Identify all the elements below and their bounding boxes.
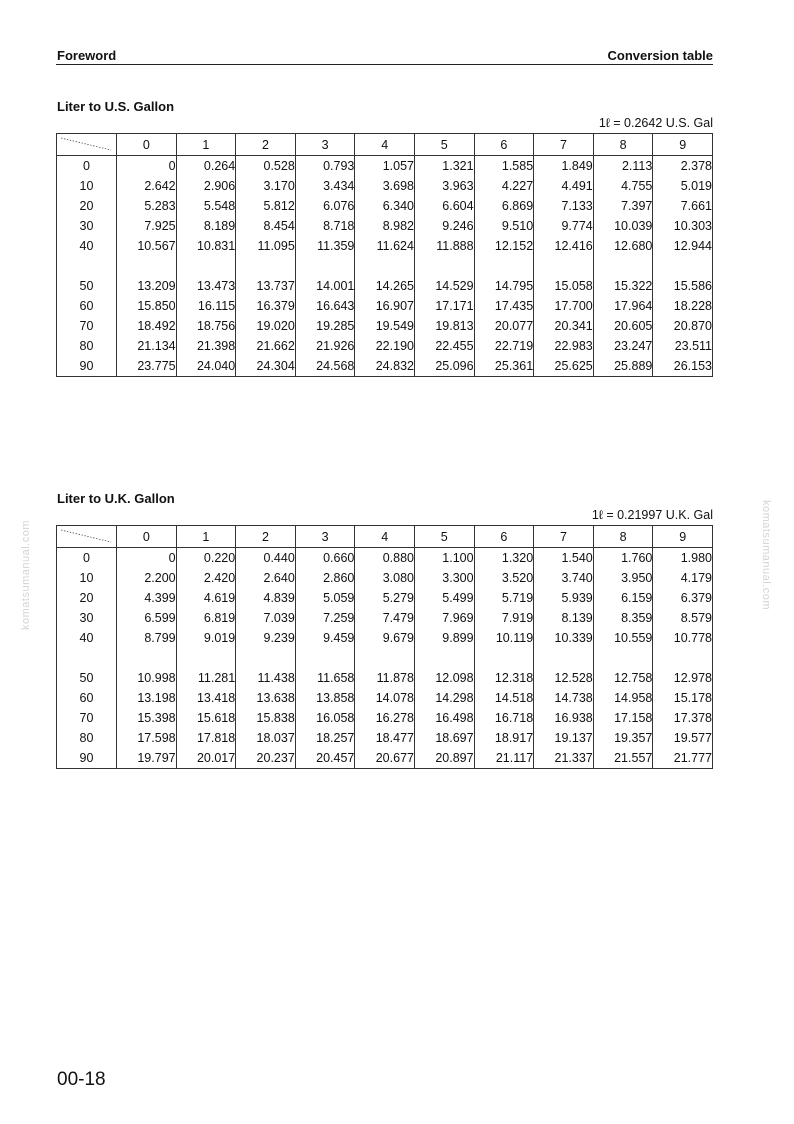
table-cell: 0.528	[236, 156, 296, 177]
table-cell: 14.001	[295, 276, 355, 296]
table-row	[57, 688, 713, 708]
table-cell: 15.586	[653, 276, 713, 296]
table-row	[57, 176, 713, 196]
table-cell: 1.585	[474, 156, 534, 177]
table-corner-cell	[57, 134, 117, 156]
table-cell: 9.019	[176, 628, 236, 648]
table-cell: 12.680	[593, 236, 653, 256]
table-cell: 6.819	[176, 608, 236, 628]
table-cell: 13.858	[295, 688, 355, 708]
table-cell: 5.812	[236, 196, 296, 216]
table-cell: 16.718	[474, 708, 534, 728]
table-cell: 0.660	[295, 548, 355, 569]
table-cell: 14.529	[414, 276, 474, 296]
row-header: 50	[57, 276, 117, 296]
table-cell: 17.818	[176, 728, 236, 748]
table-cell: 4.491	[534, 176, 594, 196]
table-cell: 10.339	[534, 628, 594, 648]
table-cell: 15.618	[176, 708, 236, 728]
row-header: 70	[57, 708, 117, 728]
table-cell: 18.228	[653, 296, 713, 316]
table-cell: 20.677	[355, 748, 415, 769]
table-cell: 2.642	[117, 176, 177, 196]
table-cell: 16.278	[355, 708, 415, 728]
table-cell: 3.740	[534, 568, 594, 588]
column-header: 1	[176, 134, 236, 156]
column-header: 8	[593, 526, 653, 548]
table-cell: 13.418	[176, 688, 236, 708]
table-cell: 19.813	[414, 316, 474, 336]
table-cell: 11.281	[176, 668, 236, 688]
table-cell: 17.378	[653, 708, 713, 728]
table-row	[57, 336, 713, 356]
uk-gallon-title: Liter to U.K. Gallon	[57, 491, 175, 506]
table-cell: 11.438	[236, 668, 296, 688]
table-cell: 16.907	[355, 296, 415, 316]
table-cell: 13.473	[176, 276, 236, 296]
table-cell: 11.888	[414, 236, 474, 256]
table-row	[57, 236, 713, 256]
table-cell: 6.869	[474, 196, 534, 216]
row-header: 0	[57, 156, 117, 177]
table-cell: 3.520	[474, 568, 534, 588]
table-cell: 0	[117, 156, 177, 177]
table-row	[57, 608, 713, 628]
table-cell: 20.870	[653, 316, 713, 336]
table-cell: 12.944	[653, 236, 713, 256]
table-cell: 10.998	[117, 668, 177, 688]
table-cell: 14.795	[474, 276, 534, 296]
row-header: 10	[57, 176, 117, 196]
table-cell: 9.459	[295, 628, 355, 648]
table-cell: 15.178	[653, 688, 713, 708]
table-row	[57, 276, 713, 296]
table-cell: 25.361	[474, 356, 534, 377]
table-cell: 6.379	[653, 588, 713, 608]
table-cell: 15.850	[117, 296, 177, 316]
table-cell: 12.978	[653, 668, 713, 688]
table-cell: 17.598	[117, 728, 177, 748]
table-cell: 19.285	[295, 316, 355, 336]
row-header: 60	[57, 296, 117, 316]
table-cell: 20.017	[176, 748, 236, 769]
table-cell: 7.039	[236, 608, 296, 628]
table-cell: 20.341	[534, 316, 594, 336]
table-row	[57, 588, 713, 608]
table-cell: 2.640	[236, 568, 296, 588]
table-cell: 18.477	[355, 728, 415, 748]
column-header: 2	[236, 134, 296, 156]
watermark-left: komatsumanual.com	[20, 520, 32, 630]
table-cell: 4.399	[117, 588, 177, 608]
table-cell: 12.528	[534, 668, 594, 688]
row-spacer	[57, 256, 713, 276]
row-header: 80	[57, 728, 117, 748]
column-header: 1	[176, 526, 236, 548]
table-cell: 13.198	[117, 688, 177, 708]
table-cell: 5.499	[414, 588, 474, 608]
column-header: 9	[653, 526, 713, 548]
column-header: 7	[534, 134, 594, 156]
table-cell: 2.113	[593, 156, 653, 177]
diagonal-divider-icon	[59, 136, 115, 153]
table-cell: 7.259	[295, 608, 355, 628]
table-cell: 10.303	[653, 216, 713, 236]
table-cell: 12.416	[534, 236, 594, 256]
row-header: 30	[57, 608, 117, 628]
table-cell: 25.625	[534, 356, 594, 377]
column-header: 9	[653, 134, 713, 156]
table-cell: 9.899	[414, 628, 474, 648]
table-cell: 19.020	[236, 316, 296, 336]
header-section-title: Foreword	[57, 48, 117, 63]
table-cell: 6.340	[355, 196, 415, 216]
table-row	[57, 628, 713, 648]
table-cell: 22.719	[474, 336, 534, 356]
table-cell: 21.117	[474, 748, 534, 769]
table-cell: 9.246	[414, 216, 474, 236]
table-cell: 17.435	[474, 296, 534, 316]
column-header: 7	[534, 526, 594, 548]
table-row	[57, 156, 713, 177]
table-cell: 5.059	[295, 588, 355, 608]
table-cell: 0.793	[295, 156, 355, 177]
table-cell: 2.906	[176, 176, 236, 196]
table-row	[57, 728, 713, 748]
column-header: 0	[117, 134, 177, 156]
us-gallon-table	[56, 133, 713, 377]
table-cell: 21.926	[295, 336, 355, 356]
table-cell: 1.760	[593, 548, 653, 569]
table-cell: 7.969	[414, 608, 474, 628]
table-cell: 17.964	[593, 296, 653, 316]
row-header: 90	[57, 748, 117, 769]
header-page-title: Conversion table	[607, 48, 713, 63]
table-cell: 3.080	[355, 568, 415, 588]
table-cell: 4.179	[653, 568, 713, 588]
table-cell: 24.568	[295, 356, 355, 377]
table-cell: 17.158	[593, 708, 653, 728]
table-cell: 3.963	[414, 176, 474, 196]
table-cell: 12.098	[414, 668, 474, 688]
table-cell: 18.037	[236, 728, 296, 748]
table-cell: 17.700	[534, 296, 594, 316]
table-cell: 14.518	[474, 688, 534, 708]
table-cell: 9.774	[534, 216, 594, 236]
table-cell: 14.958	[593, 688, 653, 708]
table-cell: 23.775	[117, 356, 177, 377]
table-cell: 26.153	[653, 356, 713, 377]
table-row	[57, 316, 713, 336]
table-cell: 10.567	[117, 236, 177, 256]
table-cell: 9.679	[355, 628, 415, 648]
table-cell: 4.755	[593, 176, 653, 196]
table-cell: 9.239	[236, 628, 296, 648]
table-cell: 0.880	[355, 548, 415, 569]
table-cell: 18.756	[176, 316, 236, 336]
table-cell: 8.799	[117, 628, 177, 648]
diagonal-divider-icon	[59, 528, 115, 545]
table-cell: 10.039	[593, 216, 653, 236]
table-cell: 3.434	[295, 176, 355, 196]
table-cell: 18.697	[414, 728, 474, 748]
row-header: 60	[57, 688, 117, 708]
table-cell: 11.095	[236, 236, 296, 256]
table-cell: 19.577	[653, 728, 713, 748]
table-cell: 0.220	[176, 548, 236, 569]
table-cell: 7.479	[355, 608, 415, 628]
column-header: 6	[474, 526, 534, 548]
table-cell: 8.139	[534, 608, 594, 628]
page-number: 00-18	[57, 1069, 106, 1090]
table-cell: 11.359	[295, 236, 355, 256]
table-cell: 15.838	[236, 708, 296, 728]
table-cell: 15.322	[593, 276, 653, 296]
table-cell: 0.264	[176, 156, 236, 177]
table-cell: 22.455	[414, 336, 474, 356]
table-cell: 17.171	[414, 296, 474, 316]
table-cell: 1.100	[414, 548, 474, 569]
table-cell: 4.227	[474, 176, 534, 196]
watermark-right: komatsumanual.com	[760, 500, 772, 610]
table-cell: 0	[117, 548, 177, 569]
table-cell: 6.159	[593, 588, 653, 608]
row-header: 40	[57, 236, 117, 256]
table-cell: 2.200	[117, 568, 177, 588]
table-cell: 7.919	[474, 608, 534, 628]
table-cell: 15.398	[117, 708, 177, 728]
row-header: 90	[57, 356, 117, 377]
table-cell: 21.662	[236, 336, 296, 356]
table-cell: 24.832	[355, 356, 415, 377]
table-cell: 1.540	[534, 548, 594, 569]
table-cell: 7.661	[653, 196, 713, 216]
table-cell: 19.797	[117, 748, 177, 769]
table-cell: 18.917	[474, 728, 534, 748]
table-cell: 7.397	[593, 196, 653, 216]
table-header-row	[57, 526, 713, 548]
table-cell: 13.638	[236, 688, 296, 708]
table-cell: 4.619	[176, 588, 236, 608]
row-header: 20	[57, 196, 117, 216]
table-cell: 8.718	[295, 216, 355, 236]
table-cell: 20.605	[593, 316, 653, 336]
table-cell: 3.950	[593, 568, 653, 588]
table-cell: 22.190	[355, 336, 415, 356]
table-cell: 20.237	[236, 748, 296, 769]
table-row	[57, 708, 713, 728]
table-cell: 12.758	[593, 668, 653, 688]
table-cell: 12.318	[474, 668, 534, 688]
table-cell: 3.300	[414, 568, 474, 588]
row-spacer	[57, 648, 713, 668]
table-cell: 13.737	[236, 276, 296, 296]
row-header: 50	[57, 668, 117, 688]
table-row	[57, 668, 713, 688]
column-header: 6	[474, 134, 534, 156]
table-cell: 21.557	[593, 748, 653, 769]
table-cell: 1.057	[355, 156, 415, 177]
table-cell: 8.579	[653, 608, 713, 628]
column-header: 5	[414, 526, 474, 548]
table-cell: 14.078	[355, 688, 415, 708]
table-cell: 21.398	[176, 336, 236, 356]
table-cell: 7.925	[117, 216, 177, 236]
table-cell: 11.878	[355, 668, 415, 688]
row-header: 0	[57, 548, 117, 569]
uk-gallon-table	[56, 525, 713, 769]
table-cell: 3.170	[236, 176, 296, 196]
table-cell: 6.604	[414, 196, 474, 216]
table-cell: 2.860	[295, 568, 355, 588]
table-cell: 5.719	[474, 588, 534, 608]
table-cell: 16.115	[176, 296, 236, 316]
table-cell: 3.698	[355, 176, 415, 196]
table-cell: 5.283	[117, 196, 177, 216]
row-header: 20	[57, 588, 117, 608]
table-cell: 7.133	[534, 196, 594, 216]
table-cell: 10.559	[593, 628, 653, 648]
column-header: 5	[414, 134, 474, 156]
table-row	[57, 568, 713, 588]
table-cell: 0.440	[236, 548, 296, 569]
row-header: 40	[57, 628, 117, 648]
table-cell: 1.320	[474, 548, 534, 569]
table-cell: 6.599	[117, 608, 177, 628]
table-cell: 24.040	[176, 356, 236, 377]
table-cell: 19.137	[534, 728, 594, 748]
table-cell: 14.298	[414, 688, 474, 708]
table-row	[57, 296, 713, 316]
table-cell: 5.548	[176, 196, 236, 216]
table-row	[57, 216, 713, 236]
table-cell: 21.134	[117, 336, 177, 356]
column-header: 2	[236, 526, 296, 548]
table-cell: 22.983	[534, 336, 594, 356]
us-gallon-title: Liter to U.S. Gallon	[57, 99, 175, 114]
table-header-row	[57, 134, 713, 156]
table-cell: 5.019	[653, 176, 713, 196]
us-gallon-conversion-note: 1ℓ = 0.2642 U.S. Gal	[598, 116, 713, 130]
table-row	[57, 748, 713, 769]
table-cell: 2.378	[653, 156, 713, 177]
table-cell: 23.511	[653, 336, 713, 356]
table-cell: 24.304	[236, 356, 296, 377]
table-cell: 8.359	[593, 608, 653, 628]
table-cell: 14.265	[355, 276, 415, 296]
table-row	[57, 356, 713, 377]
row-header: 30	[57, 216, 117, 236]
table-cell: 14.738	[534, 688, 594, 708]
table-cell: 16.643	[295, 296, 355, 316]
table-cell: 13.209	[117, 276, 177, 296]
table-cell: 20.457	[295, 748, 355, 769]
table-cell: 2.420	[176, 568, 236, 588]
table-corner-cell	[57, 526, 117, 548]
uk-gallon-conversion-note: 1ℓ = 0.21997 U.K. Gal	[591, 508, 713, 522]
table-cell: 9.510	[474, 216, 534, 236]
table-cell: 8.189	[176, 216, 236, 236]
table-cell: 8.454	[236, 216, 296, 236]
column-header: 8	[593, 134, 653, 156]
table-cell: 6.076	[295, 196, 355, 216]
row-header: 80	[57, 336, 117, 356]
table-cell: 21.777	[653, 748, 713, 769]
table-cell: 23.247	[593, 336, 653, 356]
row-header: 70	[57, 316, 117, 336]
table-cell: 4.839	[236, 588, 296, 608]
table-row	[57, 196, 713, 216]
table-cell: 5.939	[534, 588, 594, 608]
table-cell: 25.889	[593, 356, 653, 377]
table-cell: 19.357	[593, 728, 653, 748]
column-header: 4	[355, 526, 415, 548]
table-cell: 11.658	[295, 668, 355, 688]
table-cell: 16.058	[295, 708, 355, 728]
table-cell: 10.119	[474, 628, 534, 648]
column-header: 3	[295, 134, 355, 156]
table-cell: 15.058	[534, 276, 594, 296]
table-cell: 25.096	[414, 356, 474, 377]
table-cell: 1.321	[414, 156, 474, 177]
row-header: 10	[57, 568, 117, 588]
table-cell: 10.831	[176, 236, 236, 256]
table-cell: 1.849	[534, 156, 594, 177]
table-cell: 20.897	[414, 748, 474, 769]
table-cell: 1.980	[653, 548, 713, 569]
column-header: 0	[117, 526, 177, 548]
table-cell: 18.257	[295, 728, 355, 748]
table-cell: 5.279	[355, 588, 415, 608]
table-cell: 16.498	[414, 708, 474, 728]
column-header: 3	[295, 526, 355, 548]
table-cell: 20.077	[474, 316, 534, 336]
table-cell: 19.549	[355, 316, 415, 336]
table-cell: 11.624	[355, 236, 415, 256]
table-cell: 16.938	[534, 708, 594, 728]
table-cell: 10.778	[653, 628, 713, 648]
table-cell: 8.982	[355, 216, 415, 236]
column-header: 4	[355, 134, 415, 156]
table-cell: 21.337	[534, 748, 594, 769]
table-cell: 12.152	[474, 236, 534, 256]
header-divider	[56, 64, 713, 65]
table-cell: 16.379	[236, 296, 296, 316]
table-cell: 18.492	[117, 316, 177, 336]
table-row	[57, 548, 713, 569]
